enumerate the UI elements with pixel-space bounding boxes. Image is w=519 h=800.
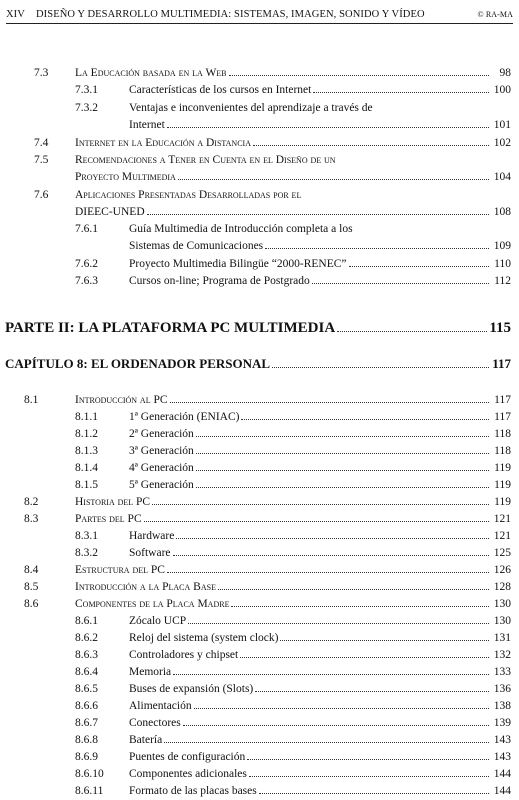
toc-number: 8.6.9 [75, 751, 98, 763]
book-title: DISEÑO Y DESARROLLO MULTIMEDIA: SISTEMAS, IMAGEN, SONIDO Y VÍDEO [36, 9, 425, 20]
toc-title: Reloj del sistema (system clock) [129, 632, 279, 644]
dot-leader [147, 205, 489, 215]
toc-number: 8.6.6 [75, 700, 98, 712]
dot-leader [170, 393, 489, 403]
toc-entry-line1 [129, 101, 373, 115]
toc-page: 119 [494, 496, 511, 508]
toc-entry-line1 [75, 188, 301, 202]
dot-leader [313, 83, 489, 93]
toc-page: 128 [493, 581, 511, 593]
toc-title: Características de los cursos en Internet [129, 84, 312, 96]
toc-title: Memoria [129, 666, 172, 678]
toc-page: 143 [493, 751, 511, 763]
toc-page: 112 [494, 275, 511, 287]
toc-number: 8.1 [24, 394, 39, 406]
dot-leader [188, 614, 489, 624]
toc-entry [129, 665, 511, 679]
toc-title: Guía Multimedia de Introducción completa a los [129, 223, 353, 235]
toc-title: Historia del PC [75, 496, 151, 508]
toc-page: 125 [493, 547, 511, 559]
toc-title: 3ª Generación [129, 445, 194, 457]
dot-leader [176, 529, 489, 539]
toc-page: 110 [494, 258, 511, 270]
toc-entry [129, 461, 511, 475]
toc-entry [129, 444, 511, 458]
dot-leader [173, 665, 489, 675]
dot-leader [272, 357, 489, 368]
dot-leader [265, 239, 489, 249]
toc-title: Recomendaciones a Tener en Cuenta en el Diseño de un [75, 154, 336, 166]
toc-entry [129, 83, 511, 97]
toc-number: 7.6.2 [75, 258, 98, 270]
toc-title: Internet en la Educación a Distancia [75, 137, 251, 149]
toc-title: Estructura del PC [75, 564, 165, 576]
toc-number: 8.1.1 [75, 411, 98, 423]
toc-entry-line1 [75, 153, 336, 167]
toc-page: 132 [493, 649, 511, 661]
toc-entry [129, 784, 511, 798]
toc-entry [129, 478, 511, 492]
toc-number: 7.6.1 [75, 223, 98, 235]
toc-page: 109 [493, 240, 511, 252]
toc-page: 104 [493, 171, 511, 183]
toc-page: 139 [493, 717, 511, 729]
toc-page: 118 [494, 428, 511, 440]
toc-title: 2ª Generación [129, 428, 194, 440]
toc-title: Introducción al PC [75, 394, 168, 406]
dot-leader [196, 478, 489, 488]
toc-page: 136 [493, 683, 511, 695]
toc-entry [75, 495, 511, 509]
dot-leader [164, 733, 489, 743]
toc-title: Componentes adicionales [129, 768, 247, 780]
toc-entry-line2 [75, 170, 511, 184]
toc-page: 130 [493, 615, 511, 627]
toc-number: 8.5 [24, 581, 39, 593]
toc-entry-line2 [129, 118, 511, 132]
toc-entry [75, 597, 511, 611]
toc-page: 130 [493, 598, 511, 610]
dot-leader [280, 631, 489, 641]
toc-number: 8.6.4 [75, 666, 98, 678]
toc-page: 119 [494, 462, 511, 474]
toc-page: 133 [493, 666, 511, 678]
toc-title: Ventajas e inconvenientes del aprendizaje a través de [129, 102, 373, 114]
toc-title: Alimentación [129, 700, 192, 712]
toc-entry [129, 648, 511, 662]
toc-page: 121 [493, 513, 511, 525]
toc-number: 8.4 [24, 564, 39, 576]
toc-page: 102 [493, 137, 511, 149]
toc-title: Componentes de la Placa Madre [75, 598, 230, 610]
toc-number: 7.6 [34, 189, 49, 201]
dot-leader [196, 427, 489, 437]
toc-page: 121 [493, 530, 511, 542]
toc-title: Controladores y chipset [129, 649, 239, 661]
toc-entry [129, 716, 511, 730]
toc-entry [129, 631, 511, 645]
toc-entry-line1 [129, 222, 353, 236]
toc-number: 8.6.11 [75, 785, 104, 797]
part-heading [5, 319, 511, 337]
toc-number: 8.3.1 [75, 530, 98, 542]
dot-leader [218, 580, 489, 590]
toc-page: 98 [499, 67, 511, 79]
dot-leader [349, 257, 489, 267]
toc-page: 100 [493, 84, 511, 96]
toc-entry-line2 [129, 239, 511, 253]
toc-title: Partes del PC [75, 513, 142, 525]
toc-page: 117 [494, 394, 511, 406]
toc-title: Introducción a la Placa Base [75, 581, 216, 593]
toc-page: 119 [494, 479, 511, 491]
toc-entry [129, 274, 511, 288]
toc-entry [75, 512, 511, 526]
toc-page: 126 [493, 564, 511, 576]
toc-number: 8.6.1 [75, 615, 98, 627]
toc-entry [75, 393, 511, 407]
toc-number: 8.1.3 [75, 445, 98, 457]
toc-number: 7.3.1 [75, 84, 98, 96]
dot-leader [259, 784, 489, 794]
toc-entry [129, 682, 511, 696]
toc-number: 8.1.2 [75, 428, 98, 440]
toc-entry [75, 563, 511, 577]
toc-title: Internet [129, 119, 165, 131]
toc-title: Buses de expansión (Slots) [129, 683, 254, 695]
toc-number: 8.6.5 [75, 683, 98, 695]
toc-title: Sistemas de Comunicaciones [129, 240, 264, 252]
dot-leader [255, 682, 489, 692]
toc-number: 7.5 [34, 154, 49, 166]
toc-page: 117 [494, 411, 511, 423]
dot-leader [152, 495, 489, 505]
dot-leader [253, 136, 489, 146]
toc-title: Zócalo UCP [129, 615, 187, 627]
toc-page: 143 [493, 734, 511, 746]
dot-leader [196, 444, 489, 454]
dot-leader [183, 716, 489, 726]
toc-number: 8.1.4 [75, 462, 98, 474]
toc-entry [129, 699, 511, 713]
toc-page: 144 [493, 768, 511, 780]
toc-title: Proyecto Multimedia [75, 171, 176, 183]
toc-entry [129, 733, 511, 747]
chapter-heading [5, 356, 511, 372]
toc-page: 115 [489, 320, 511, 336]
toc-number: 8.6.3 [75, 649, 98, 661]
toc-number: 7.3 [34, 67, 49, 79]
toc-number: 8.3 [24, 513, 39, 525]
toc-title: Hardware [129, 530, 175, 542]
toc-entry [129, 546, 511, 560]
dot-leader [231, 597, 489, 607]
toc-page: 117 [492, 356, 511, 371]
toc-page: 108 [493, 206, 511, 218]
toc-title: Proyecto Multimedia Bilingüe “2000-RENEC” [129, 258, 347, 270]
toc-number: 7.3.2 [75, 102, 98, 114]
toc-number: 8.6 [24, 598, 39, 610]
dot-leader [194, 699, 489, 709]
toc-title: Aplicaciones Presentadas Desarrolladas por el [75, 189, 302, 201]
toc-number: 8.6.7 [75, 717, 98, 729]
toc-title: Software [129, 547, 171, 559]
dot-leader [144, 512, 489, 522]
toc-entry [75, 136, 511, 150]
toc-page: 138 [493, 700, 511, 712]
toc-title: Puentes de configuración [129, 751, 246, 763]
dot-leader [178, 170, 489, 180]
toc-title: Cursos on-line; Programa de Postgrado [129, 275, 310, 287]
dot-leader [167, 118, 489, 128]
toc-number: 7.6.3 [75, 275, 98, 287]
toc-page: 131 [493, 632, 511, 644]
toc-entry [129, 427, 511, 441]
toc-title: 1ª Generación (ENIAC) [129, 411, 240, 423]
toc-number: 8.1.5 [75, 479, 98, 491]
toc-entry [129, 614, 511, 628]
toc-number: 8.6.10 [75, 768, 104, 780]
toc-page: 144 [493, 785, 511, 797]
publisher-mark: © RA-MA [477, 10, 513, 19]
toc-page: 101 [493, 119, 511, 131]
toc-entry-line2 [75, 205, 511, 219]
toc-number: 8.6.2 [75, 632, 98, 644]
dot-leader [240, 648, 489, 658]
dot-leader [312, 274, 489, 284]
toc-entry [75, 66, 511, 80]
toc-entry [129, 529, 511, 543]
dot-leader [167, 563, 489, 573]
dot-leader [173, 546, 489, 556]
toc-number: 8.2 [24, 496, 39, 508]
toc-entry [129, 410, 511, 424]
toc-entry [129, 767, 511, 781]
dot-leader [247, 750, 489, 760]
chapter-title: CAPÍTULO 8: EL ORDENADOR PERSONAL [5, 356, 271, 371]
part-title: PARTE II: LA PLATAFORMA PC MULTIMEDIA [5, 320, 336, 336]
toc-title: Conectores [129, 717, 181, 729]
toc-title: 4ª Generación [129, 462, 194, 474]
toc-title: 5ª Generación [129, 479, 194, 491]
dot-leader [196, 461, 489, 471]
dot-leader [337, 320, 487, 332]
toc-title: Formato de las placas bases [129, 785, 257, 797]
toc-entry [75, 580, 511, 594]
toc-number: 8.3.2 [75, 547, 98, 559]
toc-number: 8.6.8 [75, 734, 98, 746]
dot-leader [229, 66, 489, 76]
toc-number: 7.4 [34, 137, 49, 149]
toc-entry [129, 257, 511, 271]
page-number: XIV [6, 9, 25, 20]
toc-title: Batería [129, 734, 163, 746]
dot-leader [249, 767, 489, 777]
toc-title: DIEEC-UNED [75, 206, 145, 218]
toc-title: La Educación basada en la Web [75, 67, 227, 79]
toc-page: 118 [494, 445, 511, 457]
dot-leader [241, 410, 489, 420]
toc-entry [129, 750, 511, 764]
